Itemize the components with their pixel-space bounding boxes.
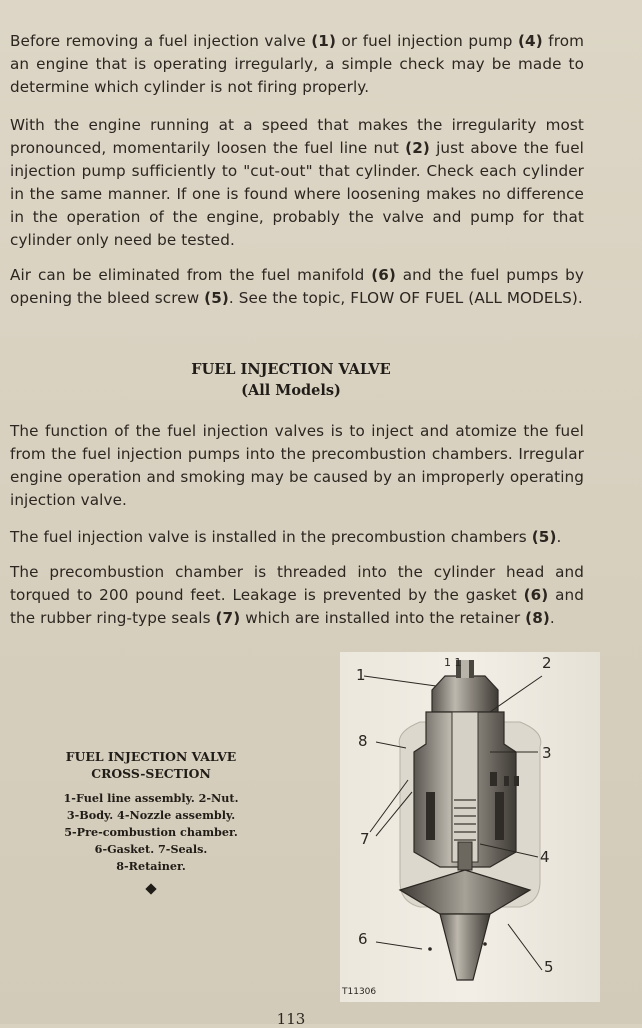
diamond-ornament-icon — [145, 883, 156, 894]
retainer-block — [504, 776, 509, 786]
ref-number: (2) — [405, 139, 430, 157]
ref-number: (8) — [525, 609, 550, 627]
figure-caption — [36, 748, 266, 893]
callout-6: 6 — [358, 930, 368, 948]
callout-4: 4 — [540, 848, 550, 866]
text-run: . — [556, 528, 562, 546]
photo-code: T11306 — [342, 987, 377, 997]
text-run: . — [549, 609, 555, 627]
figure-caption-title-2: CROSS-SECTION — [91, 766, 211, 781]
legend-line: 1-Fuel line assembly. 2-Nut. — [63, 791, 239, 805]
intro-paragraph-1 — [10, 30, 584, 99]
legend-line: 5-Pre-combustion chamber. — [64, 825, 238, 839]
page-number: 113 — [276, 1010, 306, 1028]
legend-line: 8-Retainer. — [116, 859, 186, 873]
seal-right — [495, 792, 504, 840]
fuel-injection-valve-cross-section — [340, 652, 600, 1002]
legend-line: 6-Gasket. 7-Seals. — [94, 842, 208, 856]
callout-3: 3 — [542, 744, 552, 762]
text-run: The fuel injection valve is installed in the precombustion chambers — [10, 528, 532, 546]
ref-number: (7) — [215, 609, 241, 627]
ref-number: (5) — [531, 528, 557, 546]
retainer-block — [514, 776, 519, 786]
ref-number: (4) — [518, 32, 543, 50]
callout-1: 1 — [356, 666, 366, 684]
fuel-line-bore — [461, 660, 469, 678]
text-run: or fuel injection pump — [336, 32, 518, 50]
intro-paragraph-2 — [10, 114, 584, 252]
callout-8: 8 — [358, 732, 368, 750]
text-run: The function of the fuel injection valves is to inject and atomize the fuel from the fuel injection pumps into the precombustion chambers. Irregular engine operation and smoking may be caused by an improperly operating injection valve. — [10, 422, 584, 509]
nut-shape — [432, 676, 498, 712]
intro-paragraph-3 — [10, 264, 584, 310]
text-run: and the fuel pumps by opening the bleed screw — [10, 266, 584, 307]
ref-number: (6) — [523, 586, 549, 604]
callout-5: 5 — [544, 958, 554, 976]
text-run: Air can be eliminated from the fuel manifold — [10, 266, 372, 284]
text-run: . See the topic, FLOW OF FUEL (ALL MODELS). — [228, 289, 583, 307]
section-title: FUEL INJECTION VALVE — [191, 361, 391, 378]
gasket-dot — [428, 947, 432, 951]
section-subtitle: (All Models) — [241, 382, 341, 399]
ref-number: (6) — [371, 266, 396, 284]
legend-line: 3-Body. 4-Nozzle assembly. — [66, 808, 236, 822]
callout-2: 2 — [542, 654, 552, 672]
text-run: The precombustion chamber is threaded into the cylinder head and torqued to 200 pound feet. Leakage is prevented by the gasket — [10, 563, 584, 604]
figure-legend — [36, 790, 266, 875]
seal-left — [426, 792, 435, 840]
retainer-block — [490, 772, 497, 786]
ref-number: (5) — [204, 289, 229, 307]
section-paragraph-3 — [10, 561, 584, 630]
gasket-dot — [483, 942, 487, 946]
section-paragraph-1 — [10, 420, 584, 512]
text-run: which are installed into the retainer — [240, 609, 526, 627]
text-run: With the engine running at a speed that makes the irregularity most pronounced, momentarily loosen the fuel line nut — [10, 116, 584, 157]
top-mark: 1 1 — [444, 656, 462, 669]
section-paragraph-2 — [10, 526, 584, 549]
figure-caption-title-1: FUEL INJECTION VALVE — [65, 749, 237, 764]
ref-number: (1) — [311, 32, 337, 50]
callout-7: 7 — [360, 830, 370, 848]
text-run: just above the fuel injection pump sufficiently to "cut-out" that cylinder. Check each cylinder in the same manner. If one is found where loosening makes no difference in the operation of the engine, probably the valve and pump for that cylinder only need be tested. — [10, 139, 584, 249]
nozzle-tip — [458, 842, 472, 870]
text-run: from an engine that is operating irregularly, a simple check may be made to determine which cylinder is not firing properly. — [10, 32, 584, 96]
text-run: and the rubber ring-type seals — [10, 586, 584, 627]
text-run: Before removing a fuel injection valve — [10, 32, 312, 50]
